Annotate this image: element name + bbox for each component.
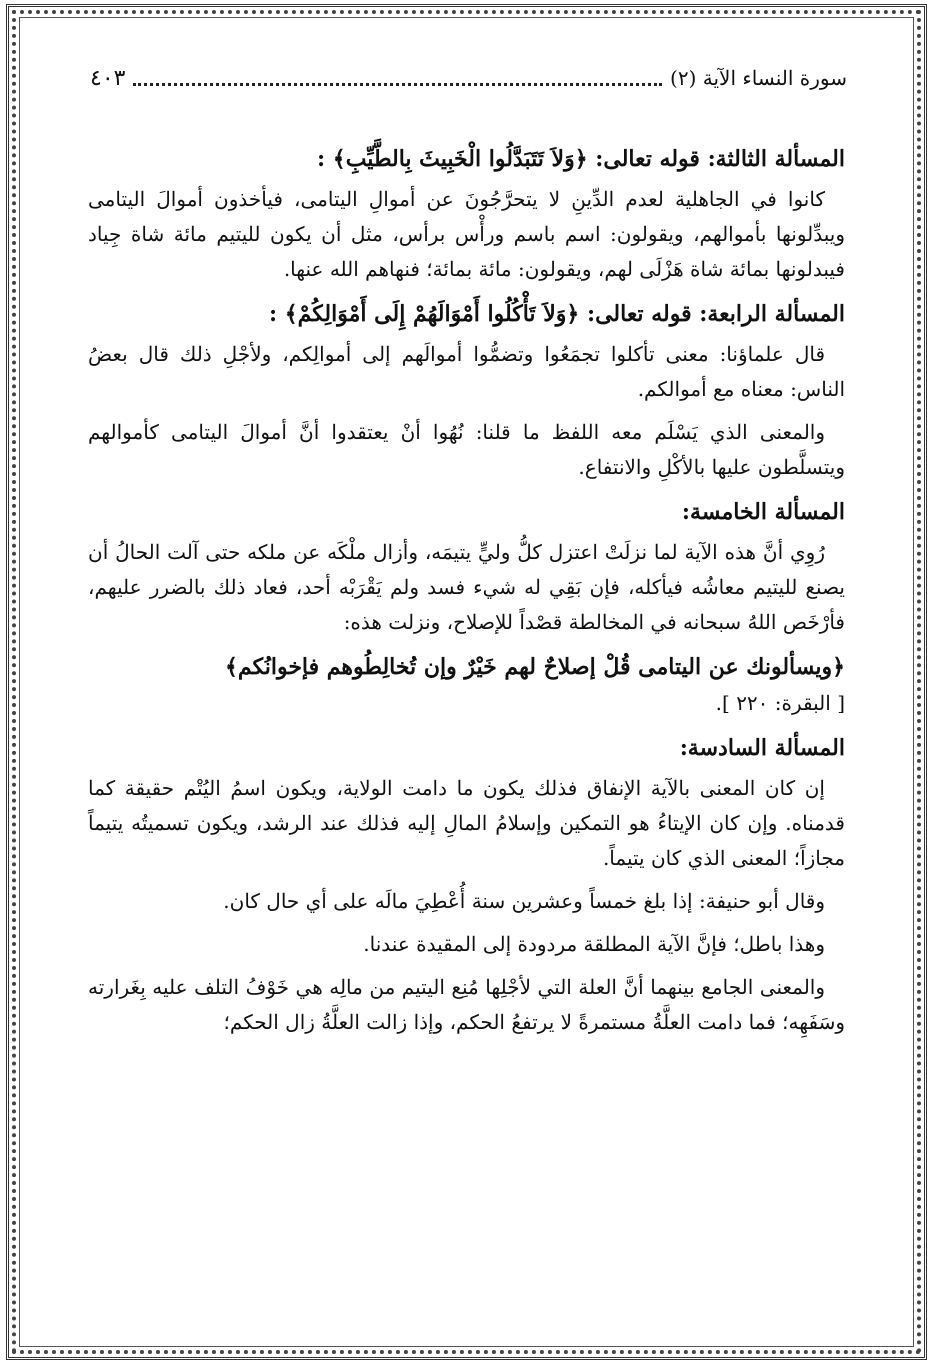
section-heading-4 bbox=[88, 295, 845, 333]
section-heading-5: المسألة الخامسة: bbox=[681, 499, 845, 525]
running-header bbox=[90, 60, 847, 96]
heading-text: المسألة الرابعة: قوله تعالى: bbox=[586, 301, 845, 327]
heading-text: المسألة الثالثة: قوله تعالى: bbox=[595, 146, 845, 172]
paragraph: رُوِي أنَّ هذه الآية لما نزلَتْ اعتزل كلُّ وليٍّ يتيمَه، وأزال ملْكَه عن ملكه حتى آلت الحالُ أن يصنع لليتيم معاشُه فيأكله، فإن بَقِي له شيء فسد ولم يَقْرَبْه أحد، فعاد ذلك بالضرر عليهم، فأرْخَص اللهُ سبحانه في المخالطة قصْداً للإصلاح، ونزلت هذه: bbox=[88, 540, 845, 634]
paragraph: وهذا باطل؛ فإنَّ الآية المطلقة مردودة إلى المقيدة عندنا. bbox=[363, 932, 825, 956]
paragraph: إن كان المعنى بالآية الإنفاق فذلك يكون ما دامت الولاية، ويكون اسمُ اليُتْم حقيقة كما قدمناه. وإن كان الإيتاءُ هو التمكين وإسلامُ المالِ إليه فذلك عند الرشد، ويكون تسميتُه يتيماً مجازاً؛ المعنى الذي كان يتيماً. bbox=[88, 776, 845, 870]
paragraph: كانوا في الجاهلية لعدم الدِّينِ لا يتحرَّجُونَ عن أموالِ اليتامى، فيأخذون أموالَ اليتامى ويبدِّلونها بأموالهم، ويقولون: اسم باسم ورأْس برأس، مثل أن يكون لليتيم مائة شاة جِياد فيبدلونها بمائة شاة هَزْلَى لهم، ويقولون: مائة بمائة؛ فنهاهم الله عنها. bbox=[88, 187, 845, 281]
section-heading-6: المسألة السادسة: bbox=[679, 735, 845, 761]
paragraph: وقال أبو حنيفة: إذا بلغ خمساً وعشرين سنة أُعْطِيَ مالَه على أي حال كان. bbox=[223, 889, 825, 913]
header-title: سورة النساء الآية (٢) bbox=[670, 66, 847, 90]
header-leader-dots bbox=[133, 83, 662, 86]
paragraph: والمعنى الجامع بينهما أنَّ العلة التي لأجْلِها مُنِع اليتيم من مالِه هي خَوْفُ التلف عليه بِغَرارته وسَفَهِه؛ فما دامت العلَّةُ مستمرةً لا يرتفعُ الحكم، وإذا زالت العلَّةُ زال الحكم؛ bbox=[88, 975, 845, 1034]
paragraph: قال علماؤنا: معنى تأكلوا تجمَعُوا وتضمُّوا أموالَهم إلى أموالِكم، ولأجْلِ ذلك قال بعضُ الناس: معناه مع أموالكم. bbox=[88, 342, 845, 401]
paragraph: والمعنى الذي يَسْلَم معه اللفظ ما قلنا: نُهُوا أنْ يعتقدوا أنَّ أموالَ اليتامى كأموالهم ويتسلَّطون عليها بالأكْلِ والانتفاع. bbox=[88, 420, 845, 479]
quran-verse: ﴿وَلاَ تَتَبَدَّلُوا الْخَبِيثَ بِالطَّيِّبِ﴾ : bbox=[317, 146, 588, 172]
page-number: ٤٠٣ bbox=[90, 65, 126, 91]
page-body bbox=[88, 140, 845, 1048]
quran-verse: ﴿وَلاَ تَأْكُلُوا أَمْوَالَهُمْ إِلَى أَمْوَالِكُمْ﴾ : bbox=[268, 301, 580, 327]
section-heading-3 bbox=[88, 140, 845, 178]
verse-reference: [ البقرة: ٢٢٠ ]. bbox=[715, 691, 845, 715]
quran-verse-block: ﴿ويسألونك عن اليتامى قُلْ إصلاحٌ لهم خَيْرٌ وإن تُخالِطُوهم فإخوانُكم﴾ bbox=[225, 654, 845, 680]
